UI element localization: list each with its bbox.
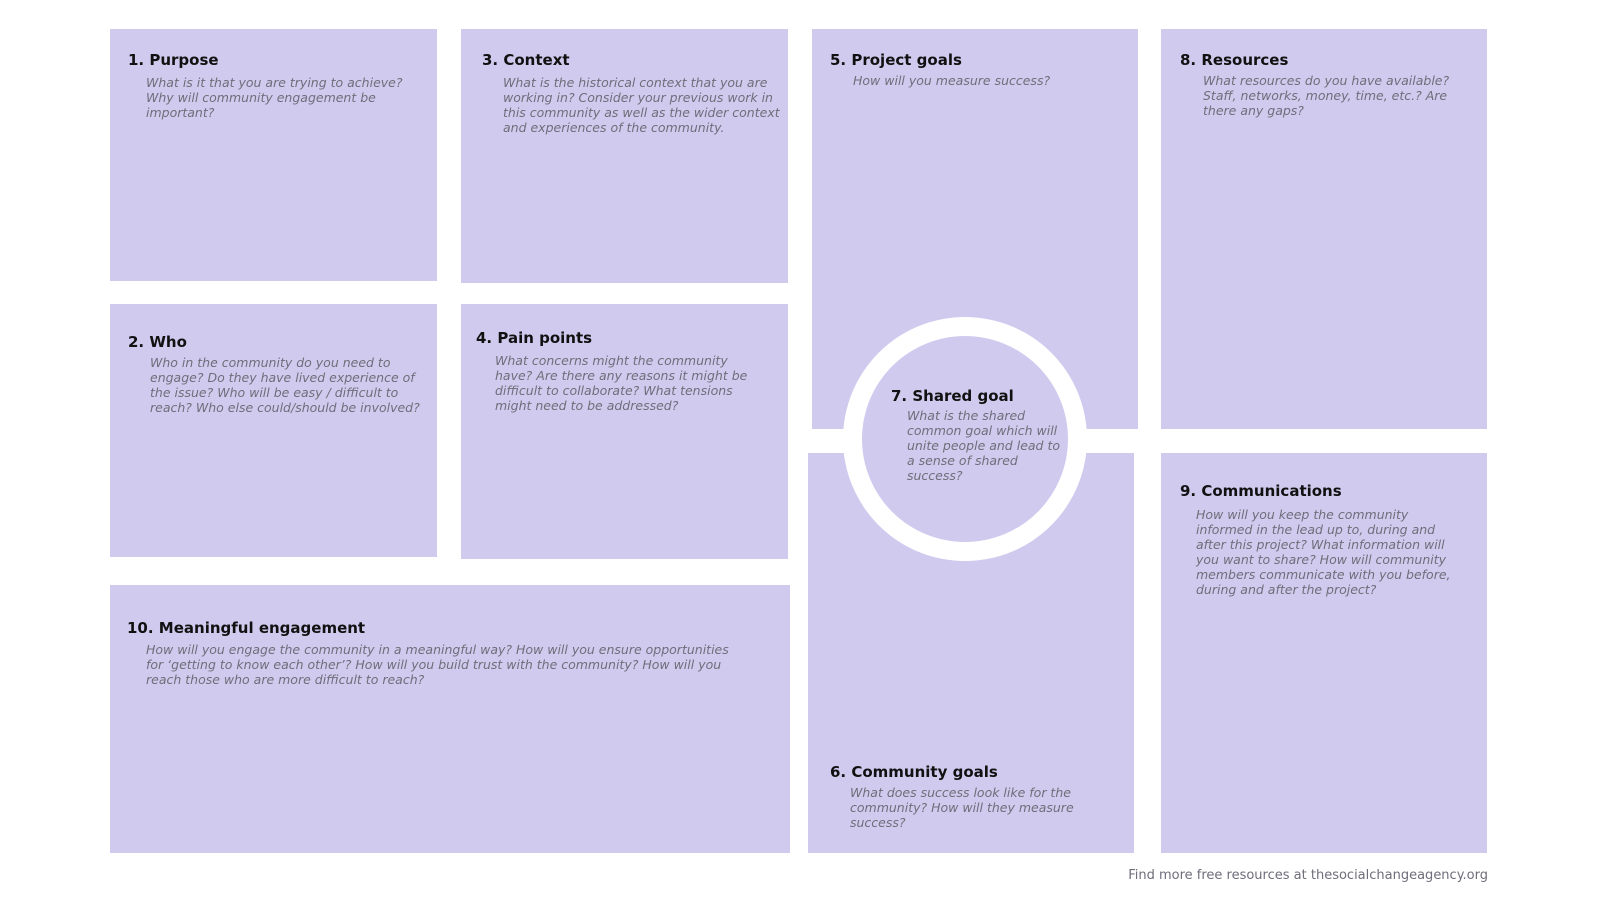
section-shared-goal [862,336,1068,542]
section-title: 7. Shared goal [891,387,1014,405]
section-title: 8. Resources [1180,51,1289,69]
section-title: 1. Purpose [128,51,219,69]
footer-resources-link[interactable]: Find more free resources at thesocialchangeagency.org [1128,868,1488,883]
section-title: 10. Meaningful engagement [127,619,366,637]
section-communications [1161,453,1487,853]
section-prompt: What is the shared common goal which will unite people and lead to a sense of shared success? [907,408,1060,483]
section-who [110,304,437,557]
section-title: 3. Context [482,51,570,69]
section-title: 2. Who [128,333,187,351]
section-prompt: How will you measure success? [853,73,1051,88]
section-purpose [110,29,437,281]
section-context [461,29,788,283]
section-prompt: What resources do you have available? Staff, networks, money, time, etc.? Are there any gaps? [1203,73,1450,118]
section-pain-points [461,304,788,559]
section-prompt: What is it that you are trying to achieve? Why will community engagement be important? [146,75,403,120]
section-title: 6. Community goals [830,763,998,781]
section-meaningful-engagement [110,585,790,853]
section-prompt: What does success look like for the community? How will they measure success? [850,785,1074,830]
section-prompt: Who in the community do you need to engage? Do they have lived experience of the issue? Who will be easy / difficult to reach? Who else could/should be involved? [150,355,420,415]
section-prompt: What concerns might the community have? Are there any reasons it might be difficult to collaborate? What tensions might need to be addressed? [495,353,748,413]
section-title: 4. Pain points [476,329,593,347]
section-prompt: What is the historical context that you are working in? Consider your previous work in this community as well as the wider context and experiences of the community. [503,75,780,135]
section-prompt: How will you engage the community in a meaningful way? How will you ensure opportunities for ‘getting to know each other’? How will you build trust with the community? How will you reach those who are more difficult to reach? [146,642,729,687]
section-prompt: How will you keep the community informed in the lead up to, during and after this project? What information will you want to share? How will community members communicate with you before, during and after the project? [1196,507,1451,597]
section-resources [1161,29,1487,429]
section-title: 5. Project goals [830,51,962,69]
section-title: 9. Communications [1180,482,1342,500]
